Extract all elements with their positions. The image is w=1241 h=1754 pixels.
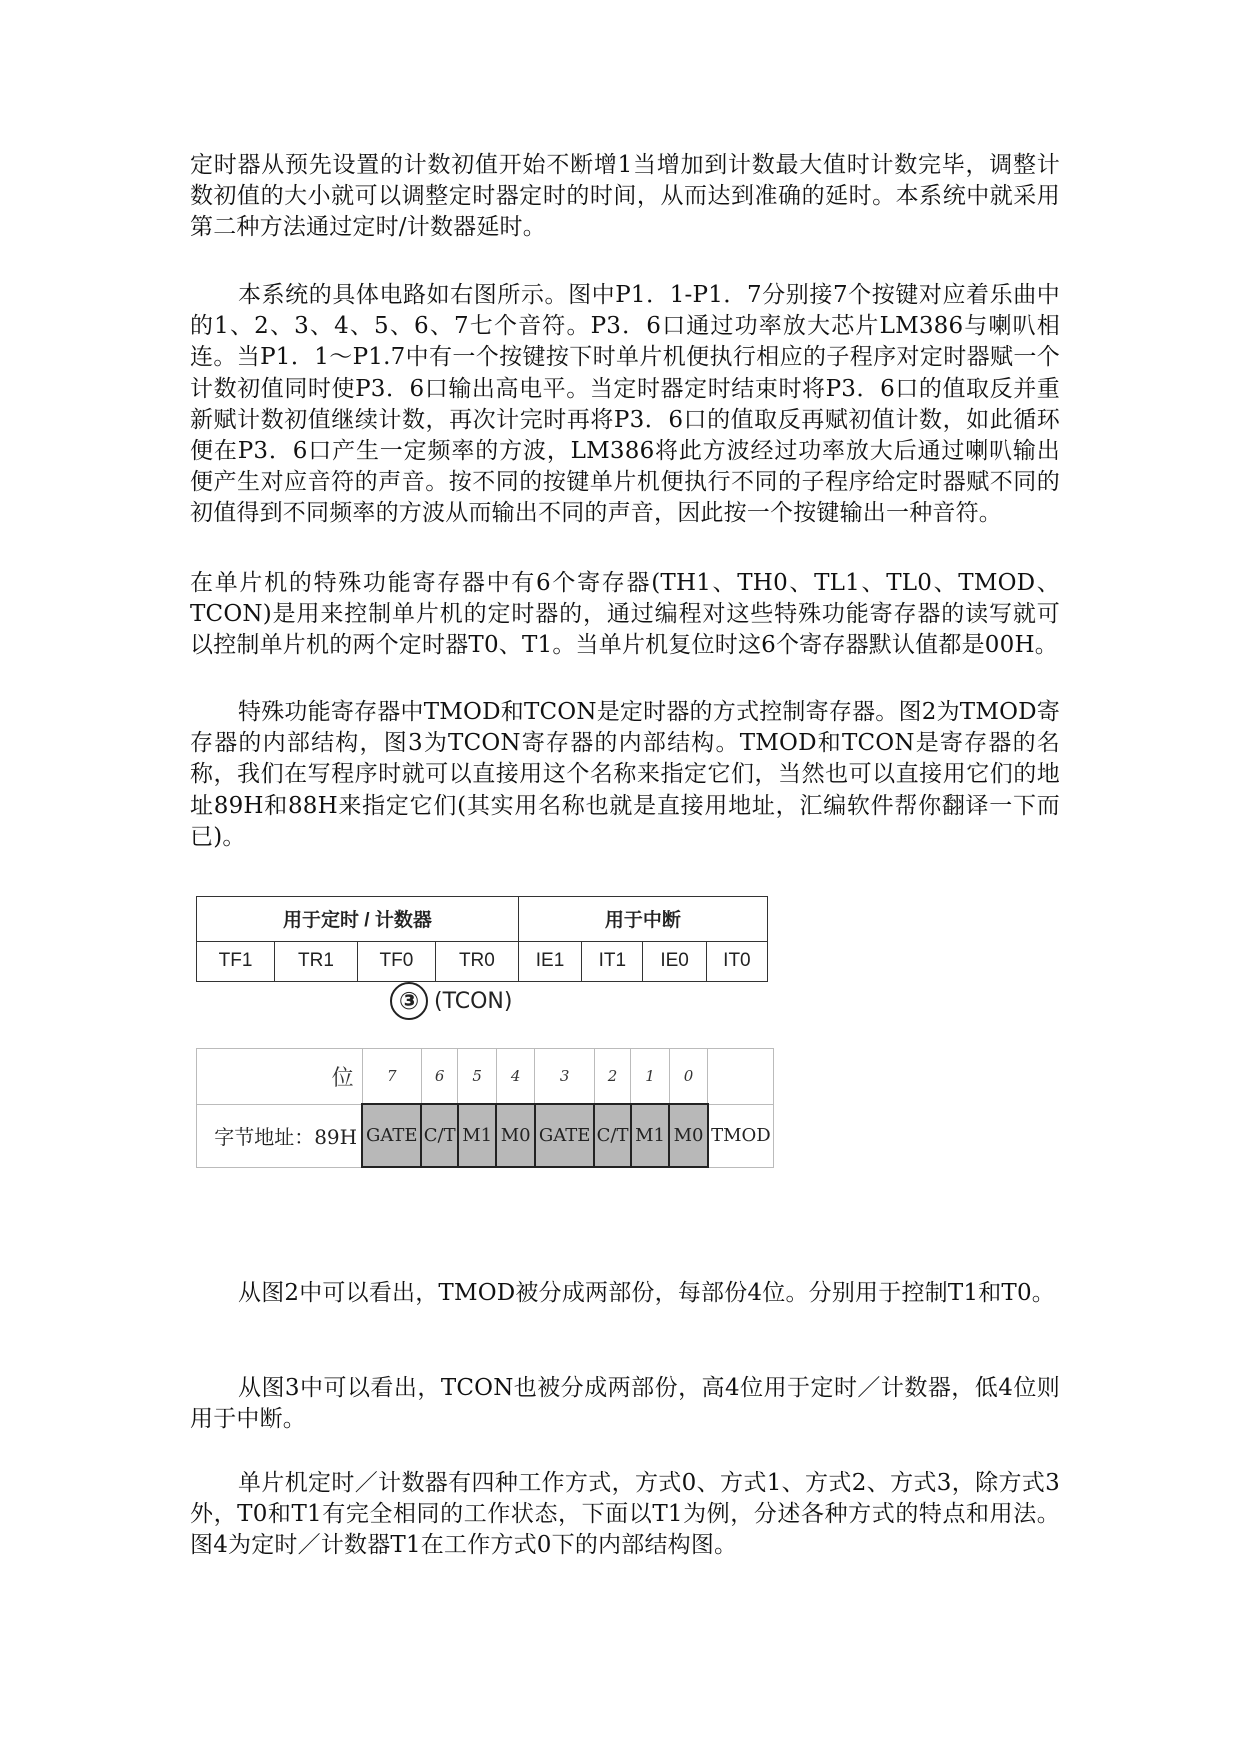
tmod-bit: C/T bbox=[594, 1104, 630, 1167]
tmod-register-figure bbox=[196, 1048, 774, 1168]
tcon-register-figure bbox=[196, 896, 768, 982]
tmod-bit-position: 1 bbox=[631, 1049, 670, 1105]
tmod-bit-position: 7 bbox=[362, 1049, 421, 1105]
tmod-bit-position: 0 bbox=[669, 1049, 708, 1105]
tcon-bit: IT1 bbox=[582, 941, 643, 981]
tmod-bit: M1 bbox=[458, 1104, 497, 1167]
tcon-caption-label: (TCON) bbox=[434, 988, 513, 1014]
paragraph-circuit-description: 本系统的具体电路如右图所示。图中P1．1-P1．7分别接7个按键对应着乐曲中的1、2、3、4、5、6、7七个音符。P3．6口通过功率放大芯片LM386与喇叭相连。当P1．1～P1.7中有一个按键按下时单片机便执行相应的子程序对定时器赋一个计数初值同时使P3．6口输出高电平。当定时器定时结束时将P3．6口的值取反并重新赋计数初值继续计数，再次计完时再将P3．6口的值取反再赋初值计数，如此循环便在P3．6口产生一定频率的方波，LM386将此方波经过功率放大后通过喇叭输出便产生对应音符的声音。按不同的按键单片机便执行不同的子程序给定时器赋不同的初值得到不同频率的方波从而输出不同的声音，因此按一个按键输出一种音符。 bbox=[190, 282, 1060, 527]
paragraph-timer-intro: 定时器从预先设置的计数初值开始不断增1当增加到计数最大值时计数完毕，调整计数初值的大小就可以调整定时器定时的时间，从而达到准确的延时。本系统中就采用第二种方法通过定时/计数器延时。 bbox=[190, 152, 1060, 241]
tmod-bit-position: 3 bbox=[535, 1049, 594, 1105]
paragraph-work-modes: 单片机定时／计数器有四种工作方式，方式0、方式1、方式2、方式3，除方式3外，T0和T1有完全相同的工作状态，下面以T1为例，分述各种方式的特点和用法。图4为定时／计数器T1在工作方式0下的内部结构图。 bbox=[190, 1470, 1060, 1559]
tmod-bit-position: 6 bbox=[421, 1049, 457, 1105]
tmod-bit: C/T bbox=[421, 1104, 457, 1167]
tcon-bit: IE1 bbox=[518, 941, 581, 981]
tmod-bit-position: 2 bbox=[594, 1049, 630, 1105]
tmod-bit: M1 bbox=[631, 1104, 670, 1167]
paragraph-tmod-tcon: 特殊功能寄存器中TMOD和TCON是定时器的方式控制寄存器。图2为TMOD寄存器的内部结构，图3为TCON寄存器的内部结构。TMOD和TCON是寄存器的名称，我们在写程序时就可以直接用这个名称来指定它们，当然也可以直接用它们的地址89H和88H来指定它们(其实用名称也就是直接用地址，汇编软件帮你翻译一下而已)。 bbox=[190, 699, 1060, 850]
tcon-figure-caption bbox=[390, 982, 512, 1020]
tmod-address-label: 字节地址：89H bbox=[197, 1104, 363, 1167]
tmod-bit-position: 4 bbox=[496, 1049, 535, 1105]
tmod-bit: M0 bbox=[669, 1104, 708, 1167]
paragraph-tcon-explanation: 从图3中可以看出，TCON也被分成两部份，高4位用于定时／计数器，低4位则用于中断。 bbox=[190, 1375, 1060, 1433]
tmod-empty-cell bbox=[708, 1049, 774, 1105]
tcon-group-interrupt: 用于中断 bbox=[518, 897, 767, 942]
tmod-bit: M0 bbox=[496, 1104, 535, 1167]
tcon-bit: TF0 bbox=[357, 941, 435, 981]
tcon-bit: IT0 bbox=[706, 941, 767, 981]
tmod-bit: GATE bbox=[535, 1104, 594, 1167]
tmod-bit: GATE bbox=[362, 1104, 421, 1167]
paragraph-sfr-registers: 在单片机的特殊功能寄存器中有6个寄存器(TH1、TH0、TL1、TL0、TMOD、TCON)是用来控制单片机的定时器的，通过编程对这些特殊功能寄存器的读写就可以控制单片机的两个定时器T0、T1。当单片机复位时这6个寄存器默认值都是00H。 bbox=[190, 570, 1060, 659]
tmod-bit-position: 5 bbox=[458, 1049, 497, 1105]
tcon-bit: IE0 bbox=[643, 941, 706, 981]
figure-number: ③ bbox=[390, 982, 428, 1020]
tcon-group-timer: 用于定时 / 计数器 bbox=[197, 897, 519, 942]
paragraph-tmod-explanation: 从图2中可以看出，TMOD被分成两部份，每部份4位。分别用于控制T1和T0。 bbox=[238, 1280, 1056, 1306]
tcon-bit: TF1 bbox=[197, 941, 275, 981]
tmod-position-label: 位 bbox=[197, 1049, 363, 1105]
tcon-bit: TR0 bbox=[435, 941, 518, 981]
tmod-register-name: TMOD bbox=[708, 1104, 774, 1167]
tcon-bit: TR1 bbox=[275, 941, 358, 981]
